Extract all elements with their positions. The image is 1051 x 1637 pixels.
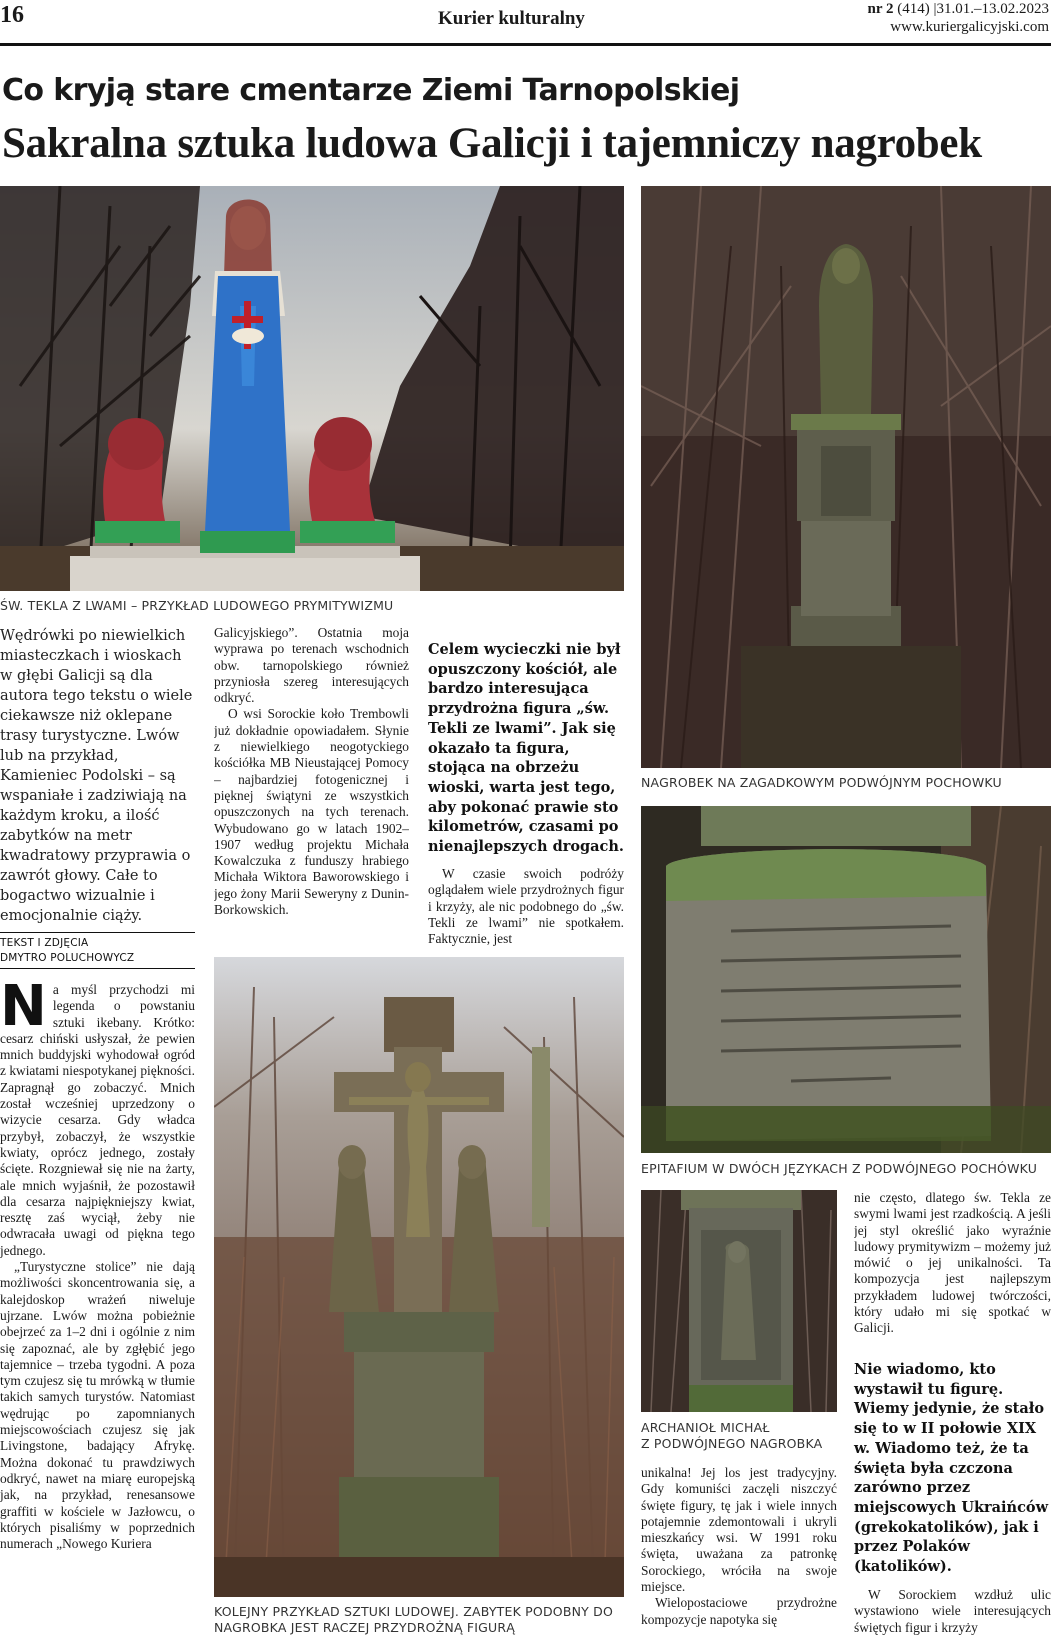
photo-tombstone-forest bbox=[641, 186, 1051, 768]
article-kicker: Co kryją stare cmentarze Ziemi Tarnopolskiej bbox=[2, 73, 740, 108]
column-4-paragraph-2: Wielopostaciowe przydrożne kompozycje napotyka się bbox=[641, 1595, 837, 1627]
photo-archangel bbox=[641, 1190, 837, 1412]
credit-rule-top bbox=[0, 932, 195, 933]
photo-tekla-with-lions bbox=[0, 186, 624, 591]
issue-dates: (414) |31.01.–13.02.2023 bbox=[893, 1, 1049, 17]
website-link[interactable]: www.kuriergalicyjski.com bbox=[890, 19, 1049, 35]
author-credit bbox=[0, 936, 195, 966]
caption-crucifix bbox=[214, 1604, 634, 1636]
caption-archangel bbox=[641, 1420, 841, 1452]
article-lead: Wędrówki po niewielkich miasteczkach i wioskach w głębi Galicji są dla autora tego tekstu o wiele ciekawsze niż oklepane trasy turystyczne. Lwów lub na przykład, Kamieniec Podolski – są wspaniałe i zadziwiają na każdym kroku, a ilość zabytków na metr kwadratowy przyprawia o zawrót głowy. Całe to bogactwo wizualnie i emocjonalnie ciąży. bbox=[0, 628, 193, 924]
column-5-paragraph-1: nie często, dlatego św. Tekla ze swymi lwami jest rzadkością. A jeśli jej styl określić jako wyraźnie ludowy prymitywizm – możemy już mówić o jej unikalności. Ta kompozycja jest najlepszym przykładem ludowej twórczości, który udało mi się spotkać w Galicji. bbox=[854, 1190, 1051, 1336]
photo-crucifix bbox=[214, 957, 624, 1597]
column-4-body bbox=[641, 1465, 837, 1637]
column-3-paragraph-1: W czasie swoich podróży oglądałem wiele przydrożnych figur i krzyży, ale nic podobnego do „św. Tekli ze lwami” nie spotkałem. Faktycznie, jest bbox=[428, 866, 624, 947]
column-3-body bbox=[428, 866, 624, 952]
column-2-paragraph-2: O wsi Sorockie koło Trembowli już dokładnie opowiadałem. Słynie z niewielkiego neogotyckiego kościółka MB Nieustającej Pomocy – najbardziej fotogenicznej i pięknej świątyni ze wszystkich opuszczonych na tych terenach. Wybudowano go w latach 1902–1907 według projektu Michała Kowalczuka z funduszy hrabiego Michała Wiktora Baworowskiego i jego żony Marii Seweryny z Dunin-Borkowskich. bbox=[214, 706, 409, 918]
header-rule bbox=[0, 43, 1051, 46]
pull-quote-2: Nie wiadomo, kto wystawił tu figurę. Wiemy jedynie, że stało się to w II połowie XIX w. Wiadomo też, że ta święta była czczona zarówno przez miejscowych Ukraińców (grekokatolików), jak i przez Polaków (katolików). bbox=[854, 1361, 1049, 1576]
caption-archangel-line1: ARCHANIOŁ MICHAŁ bbox=[641, 1420, 770, 1435]
column-1-paragraph-1: Na myśl przychodzi mi legenda o powstaniu sztuki ikebany. Krótko: cesarz chiński usłyszał, że pewien mnich buddyjski wyhodował ogród z kwiatami niespotykanej piękności. Zapragnął go zobaczyć. Mnich został wcześniej uprzedzony o wizycie cesarza. Gdy władca przybył, zobaczył, że wszystkie kwiaty, oprócz jednego, zostały ścięte. Rozgniewał się nie na żarty, ale mnich wyjaśnił, że pozostawił dla cesarza najpiękniejszy kwiat, resztę zaś wyciął, żeby nie odwracała uwagi od piękna tego jednego. bbox=[0, 982, 195, 1258]
column-2-body bbox=[214, 625, 409, 951]
credit-rule-bottom bbox=[0, 968, 195, 969]
caption-crucifix-line1: KOLEJNY PRZYKŁAD SZTUKI LUDOWEJ. ZABYTEK PODOBNY DO bbox=[214, 1604, 614, 1619]
caption-archangel-line2: Z PODWÓJNEGO NAGROBKA bbox=[641, 1436, 823, 1451]
caption-epitaph: EPITAFIUM W DWÓCH JĘZYKACH Z PODWÓJNEGO POCHÓWKU bbox=[641, 1161, 1038, 1176]
column-5-paragraph-2: W Sorockiem wzdłuż ulic wystawiono wiele interesujących świętych figur i krzyży bbox=[854, 1587, 1051, 1635]
column-1-paragraph-2: „Turystyczne stolice” nie dają możliwości skoncentrowania się, a kalejdoskop wrażeń niweluje ujrzane. Lwów można pobieżnie obejrzeć za 1–2 dni i ogólnie z nim się zapoznać, ale by zgłębić jego tajemnice – trzeba tygodni. A poza tym czujesz się tu mrówką w tłumie takich samych turystów. Natomiast wędrując po zapomnianych miejscowościach czujesz się jak Livingstone, badający Afrykę. Można dokonać tu prawdziwych odkryć, nawet na miarę europejską jak, na przykład, renesansowe graffiti w kościele w Jazłowcu, o których pisaliśmy w poprzednich numerach „Nowego Kuriera bbox=[0, 1259, 195, 1552]
page-number: 16 bbox=[0, 2, 24, 28]
caption-tekla: ŚW. TEKLA Z LWAMI – PRZYKŁAD LUDOWEGO PRYMITYWIZMU bbox=[0, 598, 394, 613]
photo-epitaph bbox=[641, 806, 1051, 1153]
column-1-body bbox=[0, 982, 195, 1637]
column-5-body-end bbox=[854, 1587, 1051, 1637]
publication-name: Kurier kulturalny bbox=[438, 8, 585, 29]
credit-author: DMYTRO POLUCHOWYCZ bbox=[0, 952, 135, 964]
pull-quote-1: Celem wycieczki nie był opuszczony kościół, ale bardzo interesująca przydrożna figura „św. Tekli ze lwami”. Jak się okazało ta figura, stojąca na obrzeżu wioski, warta jest tego, aby pokonać prawie sto kilometrów, czasami po nienajlepszych drogach. bbox=[428, 641, 624, 856]
issue-info bbox=[809, 0, 1049, 36]
caption-tombstone: NAGROBEK NA ZAGADKOWYM PODWÓJNYM POCHOWKU bbox=[641, 775, 1002, 790]
dropcap: N bbox=[0, 982, 47, 1039]
column-2-paragraph-1: Galicyjskiego”. Ostatnia moja wyprawa po terenach wschodnich obw. tarnopolskiego również przyniosła szereg interesujących odkryć. bbox=[214, 625, 409, 706]
caption-crucifix-line2: NAGROBKA JEST RACZEJ PRZYDROŻNĄ FIGURĄ bbox=[214, 1620, 516, 1635]
column-4-paragraph-1: unikalna! Jej los jest tradycyjny. Gdy komuniści zaczęli niszczyć święte figury, tę jak i wiele innych potajemnie zdemontowali i ukryli mieszkańcy wsi. W 1991 roku święta, uważana za patronkę Sorockiego, wróciła na swoje miejsce. bbox=[641, 1465, 837, 1595]
column-5-body bbox=[854, 1190, 1051, 1347]
issue-number: nr 2 bbox=[867, 1, 894, 17]
credit-label: TEKST I ZDJĘCIA bbox=[0, 937, 89, 949]
article-title: Sakralna sztuka ludowa Galicji i tajemniczy nagrobek bbox=[2, 120, 982, 167]
